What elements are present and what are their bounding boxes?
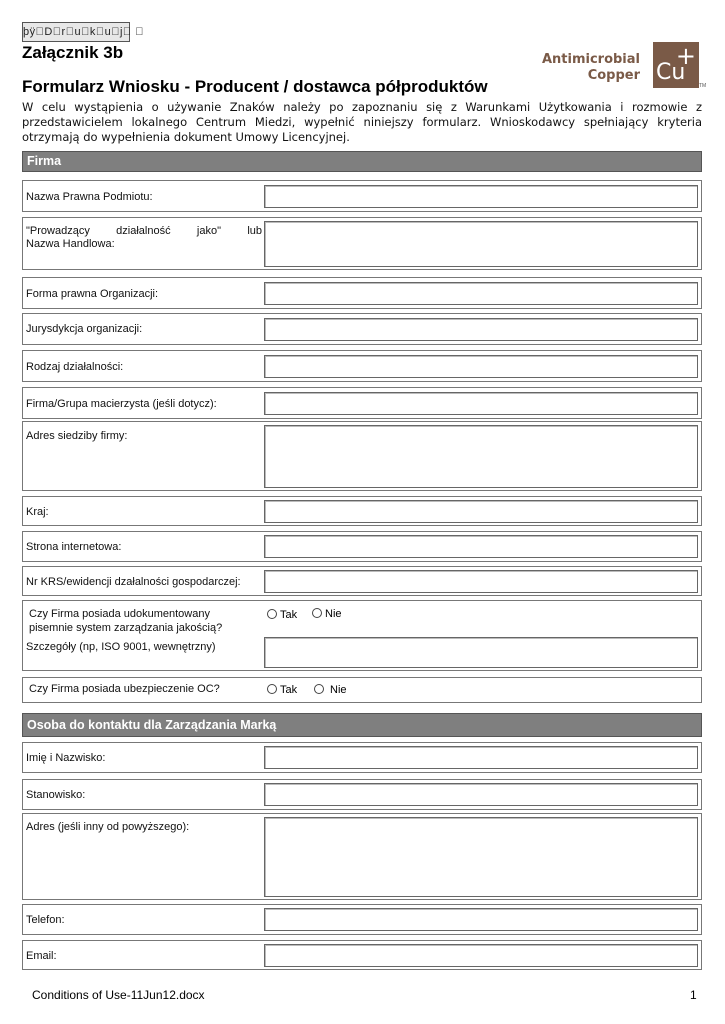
row-country — [22, 496, 702, 526]
trademark: TM — [699, 83, 707, 89]
country-label: Kraj: — [26, 506, 49, 518]
quality-yes-radio[interactable] — [267, 609, 297, 622]
legal-form-input[interactable] — [264, 282, 698, 305]
phone-label: Telefon: — [26, 914, 65, 926]
row-contact-name — [22, 742, 702, 773]
insurance-no-label: Nie — [330, 684, 347, 696]
position-input[interactable] — [264, 783, 698, 806]
section-header-contact: Osoba do kontaktu dla Zarządzania Marką — [22, 713, 702, 737]
contact-name-input[interactable] — [264, 746, 698, 769]
quality-no-radio[interactable] — [312, 608, 342, 621]
business-type-input[interactable] — [264, 355, 698, 378]
contact-address-input[interactable] — [264, 817, 698, 897]
address-input[interactable] — [264, 425, 698, 488]
insurance-yes-label: Tak — [280, 684, 298, 696]
radio-circle-icon — [267, 684, 277, 694]
insurance-no-radio[interactable] — [314, 684, 347, 697]
quality-no-label: Nie — [325, 608, 342, 620]
row-position — [22, 779, 702, 810]
quality-details-input[interactable] — [264, 637, 698, 668]
logo-line-1: Antimicrobial — [541, 52, 640, 67]
address-label: Adres siedziby firmy: — [26, 430, 128, 442]
copper-logo-icon — [653, 42, 699, 88]
row-krs — [22, 566, 702, 596]
email-label: Email: — [26, 950, 57, 962]
krs-label: Nr KRS/ewidencji dzałalności gospodarczej: — [26, 576, 241, 588]
jurisdiction-label: Jurysdykcja organizacji: — [26, 323, 143, 335]
footer-document-name: Conditions of Use-11Jun12.docx — [32, 988, 205, 1002]
logo-text — [540, 52, 640, 84]
radio-circle-icon — [267, 609, 277, 619]
row-jurisdiction — [22, 313, 702, 345]
email-input[interactable] — [264, 944, 698, 967]
contact-address-label: Adres (jeśli inny od powyższego): — [26, 821, 190, 833]
logo-line-2: Copper — [587, 68, 640, 83]
row-legal-name — [22, 180, 702, 212]
page-title: Formularz Wniosku - Producent / dostawca półproduktów — [22, 77, 488, 96]
insurance-yes-radio[interactable] — [267, 684, 297, 697]
section-header-firma: Firma — [22, 151, 702, 172]
footer-page-number: 1 — [690, 988, 697, 1002]
website-label: Strona internetowa: — [26, 541, 122, 553]
parent-label: Firma/Grupa macierzysta (jeśli dotycz): — [26, 398, 217, 410]
business-type-label: Rodzaj działalności: — [26, 361, 124, 373]
logo-mark: Cu — [656, 60, 686, 85]
phone-input[interactable] — [264, 908, 698, 931]
jurisdiction-input[interactable] — [264, 318, 698, 341]
legal-name-input[interactable] — [264, 185, 698, 208]
intro-text: W celu wystąpienia o używanie Znaków należy po zapoznaniu się z Warunkami Użytkowania i rozmowie z przedstawicielem lokalnego Centrum Miedzi, wypełnić niniejszy formularz. Wnioskodawcy spełniający kryteria otrzymają do wypełnienia dokument Umowy Licencyjnej. — [22, 100, 702, 144]
row-address — [22, 421, 702, 491]
trade-name-input[interactable] — [264, 221, 698, 267]
quality-question-2: pisemnie system zarządzania jakością? — [29, 622, 223, 634]
attachment-label: Załącznik 3b — [22, 43, 124, 62]
logo-plus: + — [675, 42, 696, 70]
quality-question-1: Czy Firma posiada udokumentowany — [29, 608, 210, 620]
parent-input[interactable] — [264, 392, 698, 415]
row-phone — [22, 904, 702, 935]
print-button[interactable]: þÿ D r u k u j    — [22, 22, 130, 42]
row-legal-form — [22, 277, 702, 309]
insurance-question: Czy Firma posiada ubezpieczenie OC? — [29, 683, 220, 695]
row-email — [22, 940, 702, 970]
quality-details-label: Szczegóły (np, ISO 9001, wewnętrzny) — [26, 641, 216, 653]
contact-name-label: Imię i Nazwisko: — [26, 752, 106, 764]
trade-name-label-2: Nazwa Handlowa: — [26, 238, 115, 250]
krs-input[interactable] — [264, 570, 698, 593]
trade-name-label-1: "Prowadzący działalność jako" lub — [26, 225, 262, 237]
row-quality — [22, 600, 702, 671]
position-label: Stanowisko: — [26, 789, 86, 801]
radio-circle-icon — [314, 684, 324, 694]
website-input[interactable] — [264, 535, 698, 558]
row-contact-address — [22, 813, 702, 900]
radio-circle-icon — [312, 608, 322, 618]
country-input[interactable] — [264, 500, 698, 523]
row-business-type — [22, 350, 702, 382]
row-trade-name — [22, 217, 702, 270]
quality-yes-label: Tak — [280, 609, 298, 621]
row-website — [22, 531, 702, 562]
legal-form-label: Forma prawna Organizacji: — [26, 288, 159, 300]
legal-name-label: Nazwa Prawna Podmiotu: — [26, 191, 153, 203]
row-parent — [22, 387, 702, 419]
row-insurance — [22, 677, 702, 703]
